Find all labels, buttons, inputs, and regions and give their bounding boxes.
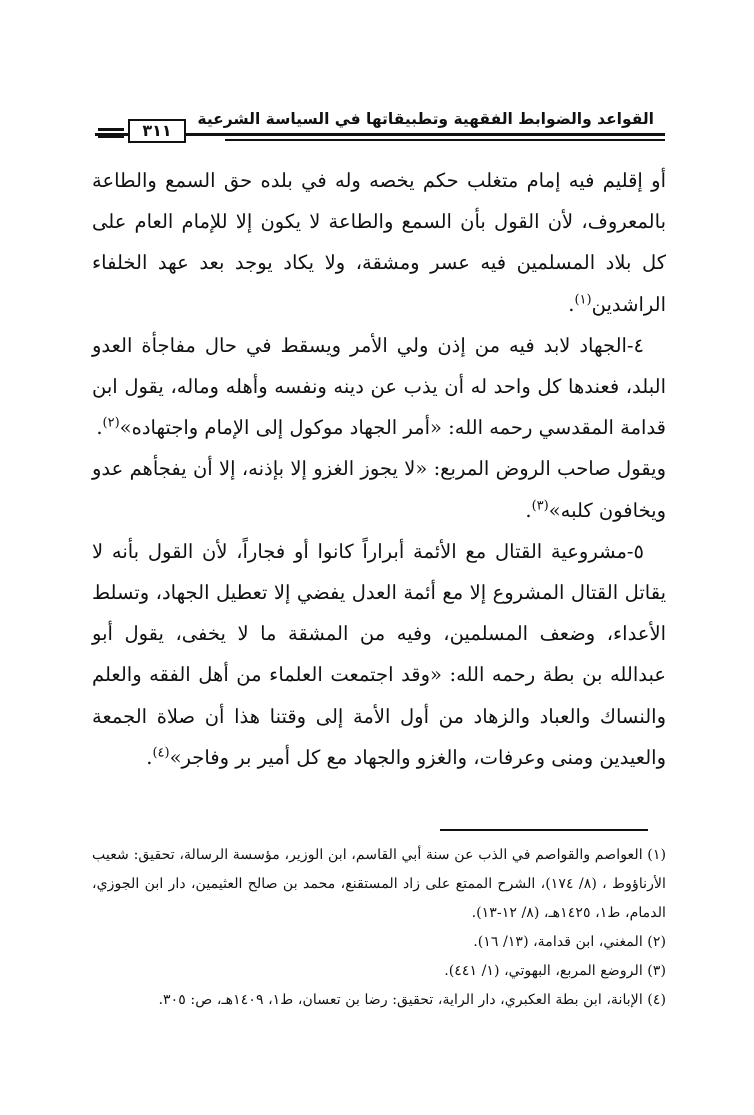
footnote-2: (٢) المغني، ابن قدامة، (١٣/ ١٦).: [473, 934, 666, 950]
paragraph-1-text: أو إقليم فيه إمام متغلب حكم يخصه وله في بلده حق السمع والطاعة بالمعروف، لأن القول بأن السمع والطاعة لا يكون إلا للإمام العام على كل بلاد المسلمين فيه عسر ومشقة، ولا يكاد يوجد بعد عهد الخلفاء الراشدين: [92, 169, 666, 316]
footnote-3: (٣) الروضع المربع، البهوتي، (١/ ٤٤١).: [444, 963, 666, 979]
paragraph-3-end: .: [146, 745, 153, 769]
header-rule-thin: [225, 139, 665, 141]
paragraph-1: [92, 160, 666, 325]
paragraph-2a-end: .: [96, 416, 103, 440]
footnote-1: (١) العواصم والقواصم في الذب عن سنة أبي القاسم، ابن الوزير، مؤسسة الرسالة، تحقيق: شعيب الأرناؤوط ، (٨/ ١٧٤)، الشرح الممتع على زاد المستقنع، محمد بن صالح العثيمين، دار ابن الجوزي، الدمام، ط١، ١٤٢٥هـ، (٨/ ١٢-١٣).: [92, 847, 666, 921]
footnote-ref-1: (١): [574, 292, 592, 308]
footnote-ref-2: (٢): [102, 415, 120, 431]
running-header-title: القواعد والضوابط الفقهية وتطبيقاتها في السياسة الشرعية: [197, 110, 654, 128]
paragraph-3-text: ٥-مشروعية القتال مع الأئمة أبراراً كانوا أو فجاراً، لأن القول بأنه لا يقاتل القتال المشروع إلا مع أئمة العدل يفضي إلا تعطيل الجهاد، وتسلط الأعداء، وضعف المسلمين، وفيه من المشقة ما لا يخفى، يقول أبو عبدالله بن بطة رحمه الله: «وقد اجتمعت العلماء من أهل الفقه والعلم والنساك والعباد والزهاد من أول الأمة إلى وقتنا هذا أن صلاة الجمعة والعيدين ومنى وعرفات، والغزو والجهاد مع كل أمير بر وفاجر»: [92, 539, 666, 769]
paragraph-2a: [92, 325, 666, 449]
paragraph-2a-text: ٤-الجهاد لابد فيه من إذن ولي الأمر ويسقط في حال مفاجأة العدو البلد، فعندها كل واحد له أن يذب عن دينه ونفسه وأهله وماله، يقول ابن قدامة المقدسي رحمه الله: «أمر الجهاد موكول إلى الإمام واجتهاده»: [92, 333, 666, 440]
paragraph-2b: [92, 448, 666, 530]
paragraph-2b-end: .: [525, 498, 532, 522]
footnotes: [92, 841, 666, 1015]
main-text: [92, 160, 666, 778]
footnote-ref-3: (٣): [531, 498, 549, 514]
footnote-4: (٤) الإبانة، ابن بطة العكبري، دار الراية، تحقيق: رضا بن تعسان، ط١، ١٤٠٩هـ، ص: ٣٠٥.: [158, 992, 666, 1008]
header-dash-upper: [98, 128, 124, 131]
page-number: ٣١١: [128, 119, 186, 143]
header-dash-lower: [98, 135, 124, 138]
footnote-ref-4: (٤): [152, 745, 170, 761]
paragraph-3: [92, 531, 666, 778]
paragraph-2b-text: ويقول صاحب الروض المربع: «لا يجوز الغزو إلا بإذنه، إلا أن يفجأهم عدو ويخافون كلبه»: [92, 457, 666, 522]
footnote-separator: [440, 829, 648, 831]
paragraph-1-end: .: [568, 292, 575, 316]
